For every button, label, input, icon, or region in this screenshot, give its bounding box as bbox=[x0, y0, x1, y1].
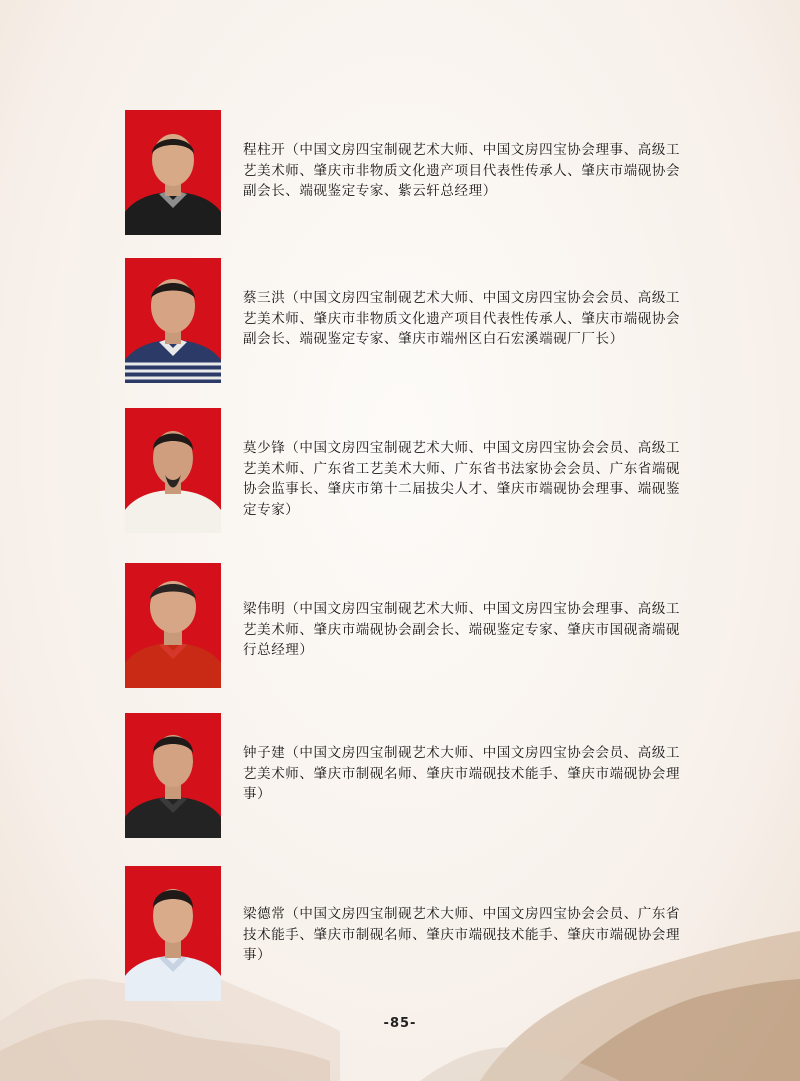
portrait-photo bbox=[125, 110, 221, 235]
bio-text: 钟子建（中国文房四宝制砚艺术大师、中国文房四宝协会会员、高级工艺美术师、肇庆市制砚名师、肇庆市端砚技术能手、肇庆市端砚协会理事） bbox=[243, 745, 681, 802]
bio-text: 梁伟明（中国文房四宝制砚艺术大师、中国文房四宝协会理事、高级工艺美术师、肇庆市端砚协会副会长、端砚鉴定专家、肇庆市国砚斋端砚行总经理） bbox=[243, 601, 681, 658]
person-entry bbox=[125, 408, 765, 548]
person-entry bbox=[125, 110, 765, 250]
page-number: -85- bbox=[383, 1016, 417, 1031]
person-entry bbox=[125, 563, 765, 703]
portrait-photo bbox=[125, 713, 221, 838]
portrait-photo bbox=[125, 408, 221, 533]
person-entry bbox=[125, 866, 765, 1006]
bio-text: 梁德常（中国文房四宝制砚艺术大师、中国文房四宝协会会员、广东省技术能手、肇庆市制砚名师、肇庆市端砚技术能手、肇庆市端砚协会理事） bbox=[243, 906, 681, 963]
bio-text: 蔡三洪（中国文房四宝制砚艺术大师、中国文房四宝协会会员、高级工艺美术师、肇庆市非物质文化遗产项目代表性传承人、肇庆市端砚协会副会长、端砚鉴定专家、肇庆市端州区白石宏溪端砚厂厂长） bbox=[243, 290, 681, 347]
bio-text: 莫少锋（中国文房四宝制砚艺术大师、中国文房四宝协会会员、高级工艺美术师、广东省工艺美术大师、广东省书法家协会会员、广东省端砚协会监事长、肇庆市第十二届拔尖人才、肇庆市端砚协会理事、端砚鉴定专家） bbox=[243, 440, 681, 518]
bio-text: 程柱开（中国文房四宝制砚艺术大师、中国文房四宝协会理事、高级工艺美术师、肇庆市非物质文化遗产项目代表性传承人、肇庆市端砚协会副会长、端砚鉴定专家、紫云轩总经理） bbox=[243, 142, 681, 199]
person-entry bbox=[125, 258, 765, 398]
portrait-photo bbox=[125, 563, 221, 688]
person-entry bbox=[125, 713, 765, 853]
portrait-photo bbox=[125, 258, 221, 383]
portrait-photo bbox=[125, 866, 221, 1001]
